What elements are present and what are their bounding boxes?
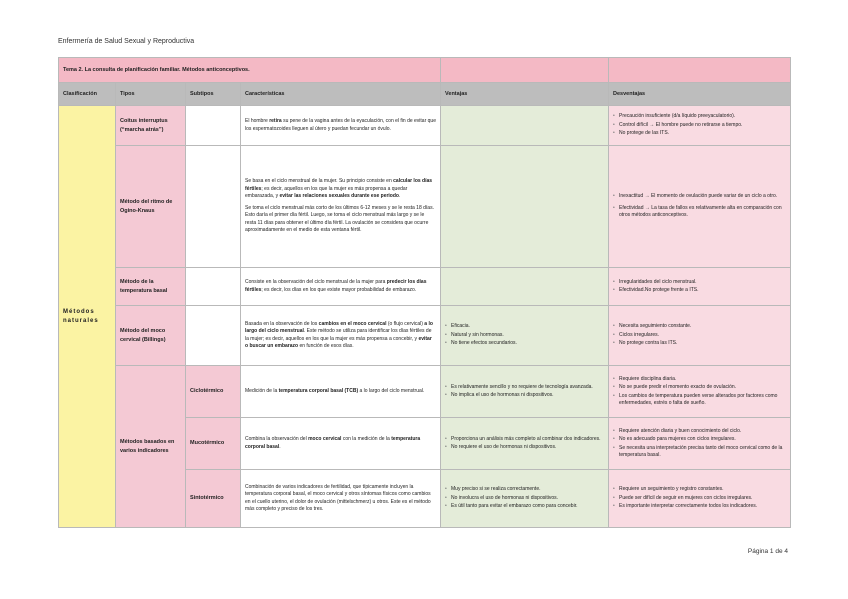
- tipo-cell: Coitus interruptus (“marcha atrás”): [116, 106, 186, 146]
- column-header-row: [59, 83, 791, 106]
- subtipo-cell: Mucotérmico: [186, 418, 241, 470]
- list-item: • Es útil tanto para evitar el embarazo como para concebir.: [445, 503, 604, 511]
- caracteristicas-cell: El hombre retira su pene de la vagina antes de la eyaculación, con el fin de evitar que los espermatozoides lleguen al útero y puedan fecundar un óvulo.: [241, 106, 441, 146]
- list-item: • Puede ser difícil de seguir en mujeres con ciclos irregulares.: [613, 495, 786, 503]
- list-item: • No protege contra las ITS.: [613, 340, 786, 348]
- list-item: • Irregularidades del ciclo menstrual.: [613, 279, 786, 287]
- ventajas-cell: [441, 418, 609, 470]
- caracteristicas-cell: Consiste en la observación del ciclo menstrual de la mujer para predecir los días fértiles; es decir, los días en los que existe mayor probabilidad de embarazo.: [241, 268, 441, 306]
- tipo-cell: Método del ritmo de Ogino-Knaus: [116, 146, 186, 268]
- subtipo-cell: Sintotérmico: [186, 470, 241, 528]
- table-row: [59, 146, 791, 268]
- col-subtipos: Subtipos: [186, 83, 241, 106]
- list-item: • Eficacia.: [445, 323, 604, 331]
- list-item: • No involucra el uso de hormonas ni dispositivos.: [445, 495, 604, 503]
- page-number: Página 1 de 4: [747, 548, 788, 555]
- table-row: [59, 366, 791, 418]
- list-item: • Requiere un seguimiento y registro constantes.: [613, 486, 786, 494]
- list-item: • Efectividad → La tasa de fallos es relativamente alta en comparación con otros métodos anticonceptivos.: [613, 205, 786, 220]
- caracteristicas-cell: Combina la observación del moco cervical con la medición de la temperatura corporal basal.: [241, 418, 441, 470]
- desventajas-cell: [609, 146, 791, 268]
- col-tipos: Tipos: [116, 83, 186, 106]
- table-row: [59, 106, 791, 146]
- section-title-row: [59, 58, 791, 83]
- list-item: • Es importante interpretar correctamente todos los indicadores.: [613, 503, 786, 511]
- col-ventajas: Ventajas: [441, 83, 609, 106]
- list-item: • Precaución insuficiente (d/a líquido preeyaculatorio).: [613, 113, 786, 121]
- list-item: • Los cambios de temperatura pueden verse alterados por factores como enfermedades, estrés o falta de sueño.: [613, 393, 786, 408]
- col-clasificacion: Clasificación: [59, 83, 116, 106]
- tipo-cell: Métodos basados en varios indicadores: [116, 366, 186, 528]
- ventajas-cell: [441, 106, 609, 146]
- list-item: • Requiere disciplina diaria.: [613, 376, 786, 384]
- list-item: • Inexactitud → El momento de ovulación puede variar de un ciclo a otro.: [613, 193, 786, 201]
- ventajas-cell: [441, 306, 609, 366]
- list-item: • No es adecuado para mujeres con ciclos irregulares.: [613, 436, 786, 444]
- list-item: • Muy preciso si se realiza correctamente.: [445, 486, 604, 494]
- contraception-table: [58, 57, 791, 528]
- list-item: • No requiere el uso de hormonas ni dispositivos.: [445, 444, 604, 452]
- list-item: • Requiere atención diaria y buen conocimiento del ciclo.: [613, 428, 786, 436]
- list-item: • No protege de las ITS.: [613, 130, 786, 138]
- caracteristicas-cell: Se basa en el ciclo menstrual de la mujer. Su principio consiste en calcular los días fértiles; es decir, aquellos en los que la mujer es más propensa a quedar embarazada, y evitar las relaciones sexuales durante ese periodo. Se toma el ciclo menstrual más corto de los últimos 6-12 meses y se le resta 18 días. Esto daría el primer día fértil. Luego, se toma el ciclo menstrual más largo y se le resta 11 días para obtener el último día fértil. La ovulación se considera que ocurre aproximadamente en el medio de esta ventana fértil.: [241, 146, 441, 268]
- list-item: • Control difícil → El hombre puede no retirarse a tiempo.: [613, 122, 786, 130]
- desventajas-cell: [609, 306, 791, 366]
- list-item: • Se necesita una interpretación precisa tanto del moco cervical como de la temperatura basal.: [613, 445, 786, 460]
- list-item: • Natural y sin hormonas.: [445, 332, 604, 340]
- ventajas-cell: [441, 366, 609, 418]
- caracteristicas-cell: Medición de la temperatura corporal basal (TCB) a lo largo del ciclo menstrual.: [241, 366, 441, 418]
- caracteristicas-cell: Combinación de varios indicadores de fertilidad, que típicamente incluyen la temperatura corporal basal, el moco cervical y otros síntomas físicos como cambios en el cuello uterino, el dolor de ovulación (mittelschmerz) u otros. Este es el método más completo y preciso de los tres.: [241, 470, 441, 528]
- tipo-cell: Método del moco cervical (Billings): [116, 306, 186, 366]
- desventajas-cell: [609, 470, 791, 528]
- desventajas-cell: [609, 106, 791, 146]
- list-item: • Ciclos irregulares.: [613, 332, 786, 340]
- table-row: [59, 268, 791, 306]
- subtipo-cell: Ciclotérmico: [186, 366, 241, 418]
- list-item: • No se puede predir el momento exacto de ovulación.: [613, 384, 786, 392]
- ventajas-cell: [441, 146, 609, 268]
- caracteristicas-cell: Basada en la observación de los cambios en el moco cervical (o flujo cervical) a lo largo del ciclo menstrual. Este método se utiliza para identificar los días fértiles de la mujer; es decir, aquellos en los que la mujer es más propensa a concebir, y evitar o buscar un embarazo en función de esos días.: [241, 306, 441, 366]
- desventajas-cell: [609, 418, 791, 470]
- desventajas-cell: [609, 366, 791, 418]
- list-item: • Necesita seguimiento constante.: [613, 323, 786, 331]
- list-item: • No implica el uso de hormonas ni dispositivos.: [445, 392, 604, 400]
- classification-cell: Métodos naturales: [59, 106, 116, 528]
- col-desventajas: Desventajas: [609, 83, 791, 106]
- ventajas-cell: [441, 268, 609, 306]
- table-row: [59, 306, 791, 366]
- document-header: Enfermería de Salud Sexual y Reproductiva: [58, 38, 195, 45]
- section-title: Tema 2. La consulta de planificación familiar. Métodos anticonceptivos.: [59, 58, 441, 83]
- list-item: • Proporciona un análisis más completo al combinar dos indicadores.: [445, 436, 604, 444]
- tipo-cell: Método de la temperatura basal: [116, 268, 186, 306]
- list-item: • Efectividad.No protege frente a ITS.: [613, 287, 786, 295]
- list-item: • Es relativamente sencillo y no requiere de tecnología avanzada.: [445, 384, 604, 392]
- col-caracteristicas: Características: [241, 83, 441, 106]
- desventajas-cell: [609, 268, 791, 306]
- list-item: • No tiene efectos secundarios.: [445, 340, 604, 348]
- ventajas-cell: [441, 470, 609, 528]
